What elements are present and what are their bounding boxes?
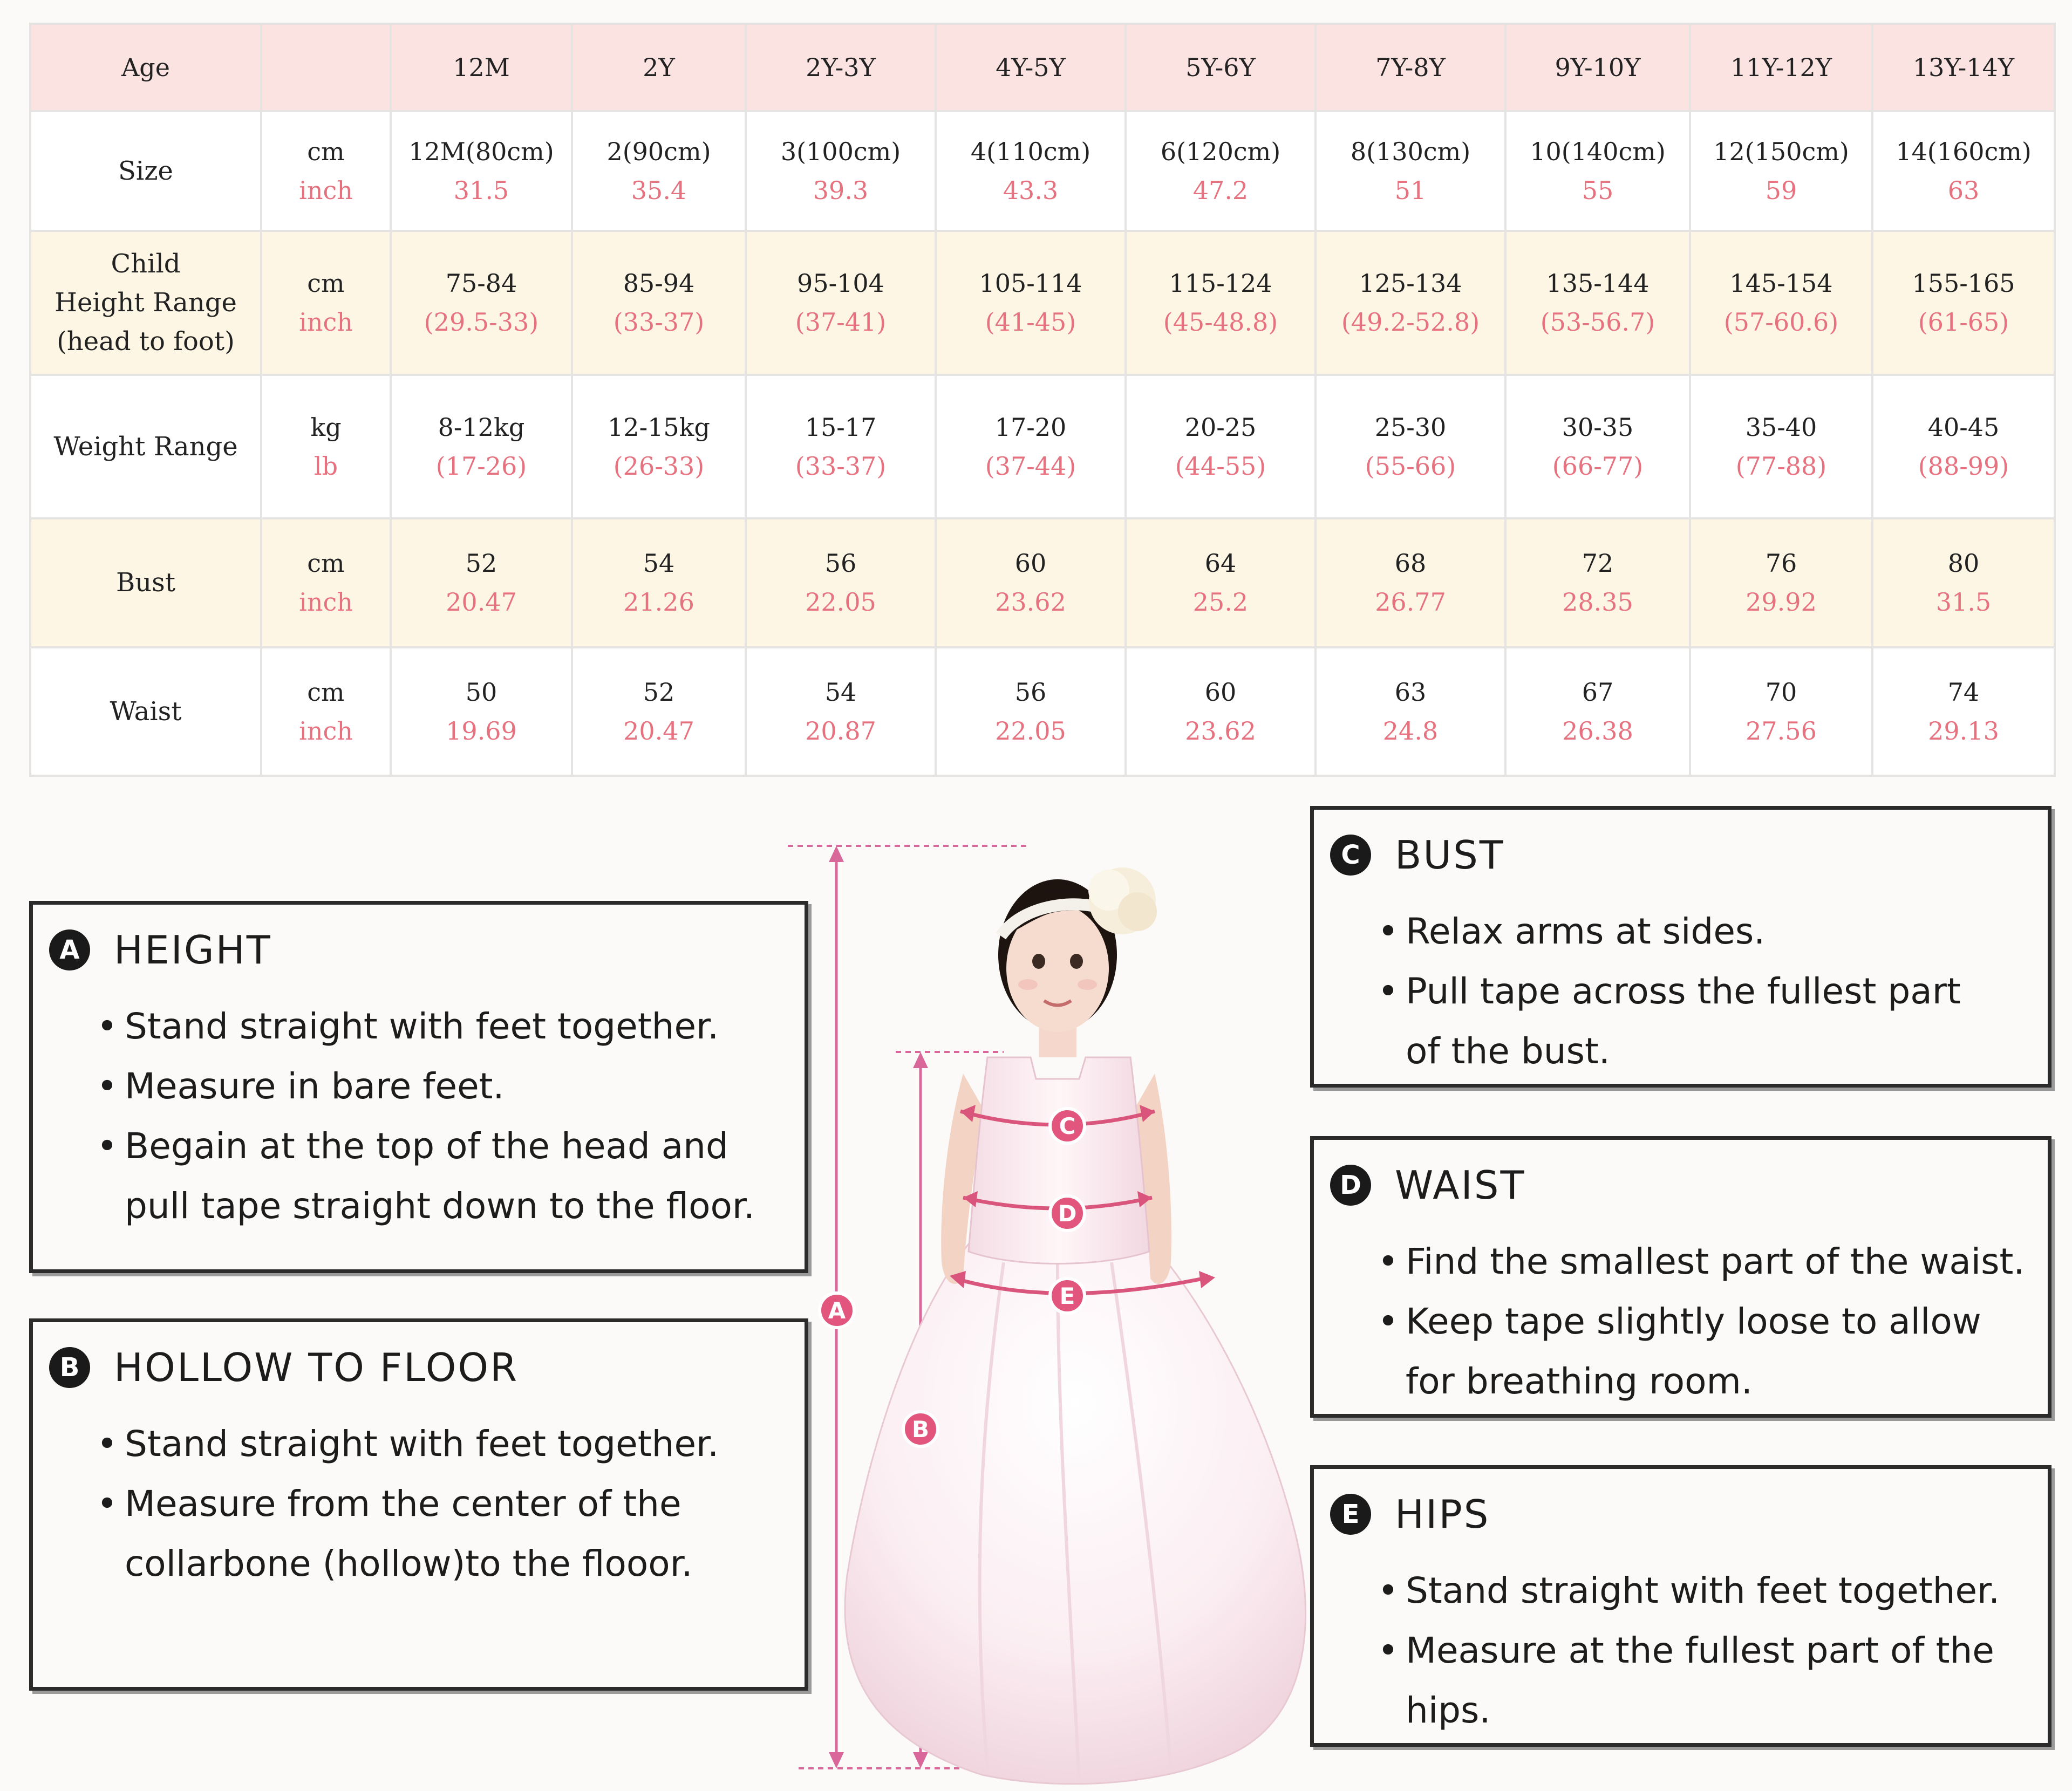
- table-cell: [1316, 111, 1505, 231]
- hips-letter-badge: E: [1330, 1494, 1371, 1535]
- row-label: Waist: [30, 647, 261, 776]
- table-cell: [572, 375, 746, 519]
- table-row: [30, 111, 2055, 231]
- age-column-header: 13Y-14Y: [1872, 24, 2055, 111]
- bust-instruction-box: [1310, 806, 2051, 1088]
- instruction-line: pull tape straight down to the floor.: [125, 1185, 755, 1227]
- hips-title: HIPS: [1395, 1492, 1490, 1537]
- cell-primary-value: 8-12kg: [438, 412, 525, 442]
- cell-secondary-value: (29.5-33): [424, 307, 539, 337]
- cell-primary-value: 67: [1582, 677, 1614, 707]
- instruction-line: • Keep tape slightly loose to allow: [1406, 1301, 1981, 1342]
- cell-primary-value: 76: [1765, 549, 1797, 578]
- table-cell: [936, 647, 1126, 776]
- cell-primary-value: 80: [1947, 549, 1980, 578]
- cell-secondary-value: 23.62: [995, 587, 1066, 617]
- cell-secondary-value: 43.3: [1003, 175, 1059, 205]
- height-instruction-box: [29, 901, 808, 1273]
- cell-primary-value: 12-15kg: [608, 412, 710, 442]
- cell-secondary-value: (17-26): [435, 451, 527, 481]
- hollow-heading: [49, 1345, 519, 1390]
- cell-secondary-value: 31.5: [453, 175, 509, 205]
- cell-primary-value: 125-134: [1359, 269, 1462, 298]
- hollow-letter-badge: B: [49, 1347, 90, 1388]
- instruction-line: of the bust.: [1406, 1030, 1610, 1072]
- instruction-line: • Measure in bare feet.: [125, 1065, 505, 1107]
- cell-primary-value: 15-17: [805, 412, 877, 442]
- cell-secondary-value: (33-37): [613, 307, 705, 337]
- table-row: [30, 375, 2055, 519]
- table-cell: [1505, 518, 1690, 647]
- cell-primary-value: 12M(80cm): [408, 136, 554, 166]
- cell-secondary-value: (44-55): [1175, 451, 1266, 481]
- unit-secondary: inch: [299, 175, 353, 205]
- table-row: [30, 518, 2055, 647]
- instruction-item: [125, 996, 788, 1056]
- instruction-item: [1406, 1621, 2032, 1740]
- cell-primary-value: 60: [1204, 677, 1237, 707]
- cell-primary-value: 3(100cm): [780, 136, 901, 166]
- table-cell: [1316, 647, 1505, 776]
- height-title: HEIGHT: [114, 927, 272, 973]
- height-instruction-list: [125, 996, 788, 1236]
- table-cell: [1872, 518, 2055, 647]
- instruction-item: [125, 1474, 788, 1594]
- table-cell: [1872, 231, 2055, 375]
- unit-cell: [261, 518, 391, 647]
- table-row: [30, 231, 2055, 375]
- instruction-line: • Find the smallest part of the waist.: [1406, 1241, 2025, 1282]
- cell-primary-value: 72: [1582, 549, 1614, 578]
- table-cell: [936, 231, 1126, 375]
- table-cell: [1690, 375, 1872, 519]
- cell-primary-value: 105-114: [979, 269, 1082, 298]
- height-letter-badge: A: [49, 929, 90, 970]
- cell-secondary-value: 27.56: [1746, 716, 1817, 746]
- cell-secondary-value: 39.3: [813, 175, 869, 205]
- cell-primary-value: 145-154: [1729, 269, 1833, 298]
- instruction-item: [1406, 901, 2032, 961]
- cell-secondary-value: (57-60.6): [1723, 307, 1839, 337]
- instruction-item: [1406, 1291, 2032, 1411]
- cell-primary-value: 70: [1765, 677, 1797, 707]
- table-cell: [391, 375, 572, 519]
- age-header-cell: Age: [30, 24, 261, 111]
- instruction-line: • Stand straight with feet together.: [125, 1006, 719, 1047]
- table-cell: [1690, 647, 1872, 776]
- cell-secondary-value: (37-41): [795, 307, 887, 337]
- cell-primary-value: 60: [1014, 549, 1047, 578]
- instruction-line: for breathing room.: [1406, 1361, 1753, 1402]
- cell-primary-value: 56: [824, 549, 857, 578]
- cell-secondary-value: (66-77): [1552, 451, 1644, 481]
- waist-instruction-box: [1310, 1136, 2051, 1418]
- cell-secondary-value: 20.47: [446, 587, 517, 617]
- table-cell: [391, 647, 572, 776]
- unit-secondary: inch: [299, 307, 353, 337]
- instruction-item: [1406, 961, 2032, 1081]
- cell-primary-value: 6(120cm): [1160, 136, 1281, 166]
- cell-primary-value: 135-144: [1546, 269, 1650, 298]
- unit-cell: [261, 231, 391, 375]
- unit-secondary: lb: [313, 451, 338, 481]
- hips-heading: [1330, 1492, 1490, 1537]
- cell-secondary-value: (88-99): [1918, 451, 2009, 481]
- instruction-line: • Measure at the fullest part of the: [1406, 1630, 1994, 1671]
- table-cell: [1505, 647, 1690, 776]
- table-cell: [1316, 375, 1505, 519]
- age-column-header: 7Y-8Y: [1316, 24, 1505, 111]
- table-cell: [746, 647, 936, 776]
- cell-primary-value: 52: [465, 549, 497, 578]
- cell-secondary-value: 31.5: [1935, 587, 1992, 617]
- table-cell: [936, 518, 1126, 647]
- marker-c-badge: C: [1048, 1107, 1086, 1145]
- cell-secondary-value: 26.77: [1375, 587, 1446, 617]
- cell-secondary-value: 35.4: [631, 175, 687, 205]
- cell-primary-value: 56: [1014, 677, 1047, 707]
- cell-primary-value: 115-124: [1169, 269, 1272, 298]
- waist-letter-badge: D: [1330, 1165, 1371, 1206]
- unit-secondary: inch: [299, 716, 353, 746]
- unit-cell: [261, 647, 391, 776]
- cell-primary-value: 14(160cm): [1896, 136, 2032, 166]
- waist-title: WAIST: [1395, 1163, 1526, 1208]
- table-cell: [391, 518, 572, 647]
- cell-primary-value: 74: [1947, 677, 1980, 707]
- table-cell: [1126, 375, 1316, 519]
- table-cell: [936, 375, 1126, 519]
- table-cell: [572, 111, 746, 231]
- table-cell: [1872, 375, 2055, 519]
- unit-secondary: inch: [299, 587, 353, 617]
- waist-heading: [1330, 1163, 1525, 1208]
- table-cell: [1690, 111, 1872, 231]
- marker-e-badge: E: [1048, 1277, 1086, 1315]
- table-cell: [1126, 518, 1316, 647]
- cell-secondary-value: (61-65): [1918, 307, 2009, 337]
- bust-heading: [1330, 832, 1505, 878]
- table-cell: [391, 231, 572, 375]
- instruction-item: [1406, 1561, 2032, 1621]
- cell-secondary-value: 29.13: [1928, 716, 1999, 746]
- row-label: Child Height Range (head to foot): [30, 231, 261, 375]
- table-cell: [746, 518, 936, 647]
- table-cell: [1690, 518, 1872, 647]
- cell-secondary-value: (49.2-52.8): [1341, 307, 1480, 337]
- cell-secondary-value: 28.35: [1562, 587, 1633, 617]
- unit-primary: cm: [307, 677, 345, 707]
- age-column-header: 9Y-10Y: [1505, 24, 1690, 111]
- cell-primary-value: 85-94: [623, 269, 695, 298]
- waist-instruction-list: [1406, 1232, 2032, 1411]
- table-cell: [1316, 231, 1505, 375]
- cell-secondary-value: 25.2: [1192, 587, 1249, 617]
- instruction-item: [125, 1116, 788, 1236]
- cell-primary-value: 40-45: [1927, 412, 2000, 442]
- cell-primary-value: 54: [824, 677, 857, 707]
- cell-primary-value: 35-40: [1745, 412, 1817, 442]
- table-cell: [1690, 231, 1872, 375]
- cell-primary-value: 54: [643, 549, 675, 578]
- table-cell: [746, 375, 936, 519]
- bust-title: BUST: [1395, 832, 1505, 878]
- cell-secondary-value: 21.26: [623, 587, 694, 617]
- age-column-header: 11Y-12Y: [1690, 24, 1872, 111]
- cell-secondary-value: 23.62: [1185, 716, 1256, 746]
- cell-secondary-value: (45-48.8): [1163, 307, 1278, 337]
- cell-primary-value: 4(110cm): [970, 136, 1091, 166]
- table-header-row: [30, 24, 2055, 111]
- cell-secondary-value: 63: [1947, 175, 1980, 205]
- bust-instruction-list: [1406, 901, 2032, 1081]
- hollow-title: HOLLOW TO FLOOR: [114, 1345, 519, 1390]
- unit-primary: kg: [310, 412, 342, 442]
- row-label: Size: [30, 111, 261, 231]
- cell-secondary-value: 22.05: [805, 587, 876, 617]
- size-chart-table: [29, 23, 2056, 777]
- table-cell: [572, 231, 746, 375]
- hips-instruction-list: [1406, 1561, 2032, 1740]
- table-cell: [1872, 647, 2055, 776]
- cell-secondary-value: (26-33): [613, 451, 705, 481]
- cell-primary-value: 95-104: [797, 269, 884, 298]
- row-label: Bust: [30, 518, 261, 647]
- table-cell: [746, 231, 936, 375]
- table-row: [30, 647, 2055, 776]
- cell-primary-value: 2(90cm): [606, 136, 711, 166]
- cell-primary-value: 8(130cm): [1350, 136, 1471, 166]
- table-cell: [572, 518, 746, 647]
- cell-primary-value: 25-30: [1374, 412, 1447, 442]
- instruction-line: • Relax arms at sides.: [1406, 911, 1766, 952]
- table-cell: [391, 111, 572, 231]
- table-cell: [1505, 375, 1690, 519]
- cell-secondary-value: 51: [1394, 175, 1427, 205]
- table-cell: [1505, 231, 1690, 375]
- marker-a-badge: A: [818, 1291, 856, 1329]
- table-cell: [1872, 111, 2055, 231]
- cell-primary-value: 75-84: [445, 269, 517, 298]
- table-cell: [936, 111, 1126, 231]
- cell-secondary-value: 29.92: [1746, 587, 1817, 617]
- instruction-item: [125, 1056, 788, 1116]
- age-column-header: 12M: [391, 24, 572, 111]
- cell-primary-value: 17-20: [994, 412, 1067, 442]
- cell-primary-value: 50: [465, 677, 497, 707]
- row-label: Weight Range: [30, 375, 261, 519]
- cell-secondary-value: 59: [1765, 175, 1797, 205]
- marker-b-badge: B: [902, 1410, 939, 1448]
- unit-primary: cm: [307, 549, 345, 578]
- age-column-header: 2Y: [572, 24, 746, 111]
- unit-header-cell: [261, 24, 391, 111]
- table-cell: [572, 647, 746, 776]
- instruction-item: [125, 1414, 788, 1474]
- cell-primary-value: 30-35: [1562, 412, 1634, 442]
- cell-secondary-value: (53-56.7): [1540, 307, 1655, 337]
- instruction-line: • Begain at the top of the head and: [125, 1125, 728, 1167]
- instruction-line: • Measure from the center of the: [125, 1483, 681, 1525]
- cell-primary-value: 68: [1394, 549, 1427, 578]
- cell-primary-value: 155-165: [1912, 269, 2015, 298]
- cell-secondary-value: 26.38: [1562, 716, 1633, 746]
- hollow-instruction-list: [125, 1414, 788, 1594]
- table-cell: [746, 111, 936, 231]
- hollow-to-floor-instruction-box: [29, 1318, 808, 1691]
- table-cell: [1505, 111, 1690, 231]
- cell-secondary-value: (55-66): [1365, 451, 1456, 481]
- cell-secondary-value: (37-44): [985, 451, 1076, 481]
- age-column-header: 4Y-5Y: [936, 24, 1126, 111]
- cell-secondary-value: 47.2: [1192, 175, 1249, 205]
- measurement-illustration: [777, 820, 1317, 1791]
- cell-secondary-value: 19.69: [446, 716, 517, 746]
- instruction-line: collarbone (hollow)to the flooor.: [125, 1543, 693, 1584]
- cell-primary-value: 64: [1204, 549, 1237, 578]
- marker-d-badge: D: [1048, 1194, 1086, 1232]
- cell-secondary-value: (33-37): [795, 451, 887, 481]
- bust-letter-badge: C: [1330, 835, 1371, 876]
- height-heading: [49, 927, 272, 973]
- cell-primary-value: 10(140cm): [1530, 136, 1666, 166]
- girl-in-dress-illustration: [777, 820, 1317, 1791]
- cell-primary-value: 20-25: [1184, 412, 1257, 442]
- cell-secondary-value: 20.87: [805, 716, 876, 746]
- instruction-line: • Pull tape across the fullest part: [1406, 970, 1961, 1012]
- table-cell: [1316, 518, 1505, 647]
- age-column-header: 5Y-6Y: [1126, 24, 1316, 111]
- age-column-header: 2Y-3Y: [746, 24, 936, 111]
- unit-primary: cm: [307, 269, 345, 298]
- cell-secondary-value: 24.8: [1382, 716, 1439, 746]
- cell-secondary-value: 22.05: [995, 716, 1066, 746]
- instruction-line: hips.: [1406, 1690, 1491, 1731]
- cell-secondary-value: 20.47: [623, 716, 694, 746]
- table-cell: [1126, 647, 1316, 776]
- table-cell: [1126, 231, 1316, 375]
- unit-cell: [261, 111, 391, 231]
- hips-instruction-box: [1310, 1465, 2051, 1747]
- cell-primary-value: 52: [643, 677, 675, 707]
- table-cell: [1126, 111, 1316, 231]
- instruction-item: [1406, 1232, 2032, 1291]
- unit-primary: cm: [307, 136, 345, 166]
- cell-secondary-value: (77-88): [1735, 451, 1827, 481]
- instruction-line: • Stand straight with feet together.: [1406, 1570, 2000, 1611]
- cell-primary-value: 12(150cm): [1713, 136, 1849, 166]
- instruction-line: • Stand straight with feet together.: [125, 1423, 719, 1465]
- unit-cell: [261, 375, 391, 519]
- cell-secondary-value: 55: [1582, 175, 1614, 205]
- cell-primary-value: 63: [1394, 677, 1427, 707]
- cell-secondary-value: (41-45): [985, 307, 1076, 337]
